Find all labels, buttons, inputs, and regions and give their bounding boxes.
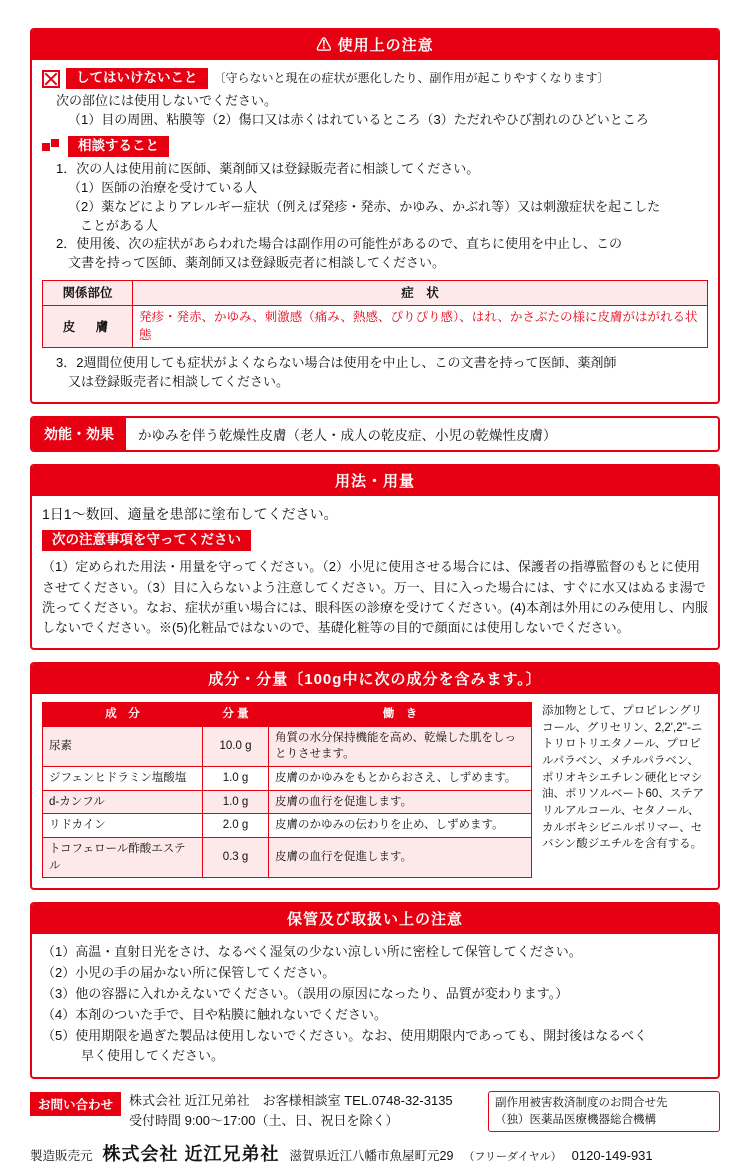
ingredient-amount: 0.3 g bbox=[203, 838, 269, 878]
ingredients-body bbox=[32, 694, 718, 888]
table-row bbox=[43, 790, 532, 814]
dosage-tag: 次の注意事項を守ってください bbox=[42, 530, 251, 551]
prohibit-heading-row bbox=[42, 68, 708, 89]
efficacy-value: かゆみを伴う乾燥性皮膚（老人・成人の乾皮症、小児の乾燥性皮膚） bbox=[138, 427, 557, 443]
consult-item-1: 1．次の人は使用前に医師、薬剤師又は登録販売者に相談してください。 bbox=[56, 161, 480, 177]
ingredient-action: 皮膚の血行を促進します。 bbox=[269, 790, 532, 814]
ingredients-table bbox=[42, 702, 532, 878]
ingredient-name: ジフェンヒドラミン塩酸塩 bbox=[43, 767, 203, 791]
symptom-table-header-row bbox=[43, 281, 708, 306]
table-row bbox=[43, 767, 532, 791]
ingredient-amount: 1.0 g bbox=[203, 767, 269, 791]
ingredient-action: 皮膚のかゆみをもとからおさえ、しずめます。 bbox=[269, 767, 532, 791]
ingredients-header-name: 成 分 bbox=[43, 702, 203, 726]
storage-block bbox=[30, 902, 720, 1079]
symptom-part-value: 皮 膚 bbox=[43, 306, 133, 348]
precautions-block bbox=[30, 28, 720, 404]
symptom-header-symptom: 症 状 bbox=[133, 281, 708, 306]
storage-item: （5）使用期限を過ぎた製品は使用しないでください。なお、使用期限内であっても、開封後はなるべく bbox=[42, 1027, 648, 1043]
consult-heading-row bbox=[42, 136, 708, 157]
table-row bbox=[43, 306, 708, 348]
consult-item-1-2b: ことがある人 bbox=[80, 217, 159, 233]
efficacy-label: 効能・効果 bbox=[32, 418, 126, 450]
storage-item: （1）高温・直射日光をさけ、なるべく湿気の少ない涼しい所に密栓して保管してください。 bbox=[42, 944, 582, 960]
ingredients-wrap bbox=[42, 702, 708, 878]
prohibition-x-icon bbox=[42, 70, 60, 88]
symptom-text-value: 発疹・発赤、かゆみ、刺激感（痛み、熱感、ぴりぴり感）、はれ、かさぶたの様に皮膚がはがれる状態 bbox=[133, 306, 708, 348]
ingredient-action: 角質の水分保持機能を高め、乾燥した肌をしっとりさせます。 bbox=[269, 726, 532, 766]
prohibit-note: 〔守らないと現在の症状が悪化したり、副作用が起こりやすくなります〕 bbox=[213, 71, 610, 85]
prohibit-lead: 次の部位には使用しないでください。 bbox=[56, 93, 278, 109]
ingredient-amount: 10.0 g bbox=[203, 726, 269, 766]
toll-free-number: 0120-149-931 bbox=[571, 1148, 653, 1164]
ingredients-header-action: 働 き bbox=[269, 702, 532, 726]
consult-squares-icon bbox=[42, 139, 62, 155]
symptom-table bbox=[42, 280, 708, 348]
contact-label: お問い合わせ bbox=[30, 1092, 121, 1116]
contact-row bbox=[30, 1091, 720, 1132]
prohibit-tag: してはいけないこと bbox=[66, 68, 208, 89]
dosage-lead: 1日1〜数回、適量を患部に塗布してください。 bbox=[42, 505, 338, 522]
storage-body bbox=[32, 934, 718, 1077]
consult-item-1-2: （2）薬などによりアレルギー症状（例えば発疹・発赤、かゆみ、かぶれ等）又は刺激症状を起こした bbox=[68, 198, 661, 214]
dosage-body bbox=[32, 496, 718, 648]
consult-item-3: 3．2週間位使用しても症状がよくならない場合は使用を中止し、この文書を持って医師、薬剤師 bbox=[56, 355, 617, 371]
contact-line-1: 株式会社 近江兄弟社 お客様相談室 TEL.0748-32-3135 bbox=[129, 1093, 453, 1109]
symptom-header-part: 関係部位 bbox=[43, 281, 133, 306]
storage-item: （3）他の容器に入れかえないでください。（誤用の原因になったり、品質が変わります。） bbox=[42, 985, 569, 1001]
ingredients-header-row bbox=[43, 702, 532, 726]
contact-details bbox=[129, 1091, 480, 1130]
dosage-block bbox=[30, 464, 720, 650]
ingredient-name: トコフェロール酢酸エステル bbox=[43, 838, 203, 878]
consult-item-3b: 又は登録販売者に相談してください。 bbox=[68, 374, 290, 390]
table-row bbox=[43, 726, 532, 766]
precautions-body bbox=[32, 60, 718, 402]
consult-item-1-1: （1）医師の治療を受けている人 bbox=[68, 179, 258, 195]
ingredient-action: 皮膚の血行を促進します。 bbox=[269, 838, 532, 878]
manufacturer-address: 滋賀県近江八幡市魚屋町元29 bbox=[289, 1149, 454, 1164]
toll-free-label: （フリーダイヤル） bbox=[463, 1151, 562, 1164]
ingredient-amount: 1.0 g bbox=[203, 790, 269, 814]
ingredient-action: 皮膚のかゆみの伝わりを止め、しずめます。 bbox=[269, 814, 532, 838]
storage-title: 保管及び取扱い上の注意 bbox=[32, 904, 718, 934]
dosage-title: 用法・用量 bbox=[32, 466, 718, 496]
manufacturer-row bbox=[30, 1140, 720, 1166]
consult-item-2: 2．使用後、次の症状があらわれた場合は副作用の可能性があるので、直ちに使用を中止し、この bbox=[56, 236, 622, 252]
dosage-text: （1）定められた用法・用量を守ってください。（2）小児に使用させる場合には、保護者の指導監督のもとに使用させてください。（3）目に入らないよう注意してください。万一、目に入った場合には、すぐに水又はぬるま湯で洗ってください。なお、症状が重い場合には、眼科医の診療を受けてください。(4)本剤は外用にのみ使用し、内服しないでください。※(5)化粧品ではないので、基礎化粧等の目的で顔面には使用しないでください。 bbox=[42, 559, 708, 635]
relief-info-box bbox=[488, 1091, 720, 1132]
ingredient-name: d-カンフル bbox=[43, 790, 203, 814]
dosage-tag-wrap bbox=[42, 530, 708, 551]
consult-tag: 相談すること bbox=[68, 136, 169, 157]
storage-item: 早く使用してください。 bbox=[42, 1048, 225, 1064]
additives-text: 添加物として、プロピレングリコール、グリセリン、2,2',2''-ニトリロトリエタノール、プロピルパラベン、メチルパラベン、ポリオキシエチレン硬化ヒマシ油、ポリソルベート60、ステアリルアルコール、セタノール、カルボキシビニルポリマー、セバシン酸ジエチルを含有する。 bbox=[542, 704, 705, 851]
ingredient-name: 尿素 bbox=[43, 726, 203, 766]
ingredients-header-amount: 分 量 bbox=[203, 702, 269, 726]
table-row bbox=[43, 838, 532, 878]
prohibit-items: （1）目の周囲、粘膜等（2）傷口又は赤くはれているところ（3）ただれやひび割れのひどいところ bbox=[68, 112, 649, 128]
contact-line-2: 受付時間 9:00〜17:00（土、日、祝日を除く） bbox=[129, 1112, 399, 1128]
ingredient-name: リドカイン bbox=[43, 814, 203, 838]
ingredient-amount: 2.0 g bbox=[203, 814, 269, 838]
footer bbox=[30, 1091, 720, 1166]
precautions-title: ⚠ 使用上の注意 bbox=[32, 30, 718, 60]
efficacy-block bbox=[30, 416, 720, 452]
ingredients-title: 成分・分量〔100g中に次の成分を含みます。〕 bbox=[32, 664, 718, 694]
storage-item: （4）本剤のついた手で、目や粘膜に触れないでください。 bbox=[42, 1006, 387, 1022]
storage-item: （2）小児の手の届かない所に保管してください。 bbox=[42, 965, 336, 981]
consult-item-2b: 文書を持って医師、薬剤師又は登録販売者に相談してください。 bbox=[68, 255, 446, 271]
relief-line-2: （独）医薬品医療機器総合機構 bbox=[495, 1113, 656, 1126]
ingredients-block bbox=[30, 662, 720, 890]
manufacturer-name: 株式会社 近江兄弟社 bbox=[102, 1144, 280, 1165]
manufacturer-label: 製造販売元 bbox=[30, 1149, 93, 1164]
relief-line-1: 副作用被害救済制度のお問合せ先 bbox=[495, 1097, 668, 1110]
table-row bbox=[43, 814, 532, 838]
